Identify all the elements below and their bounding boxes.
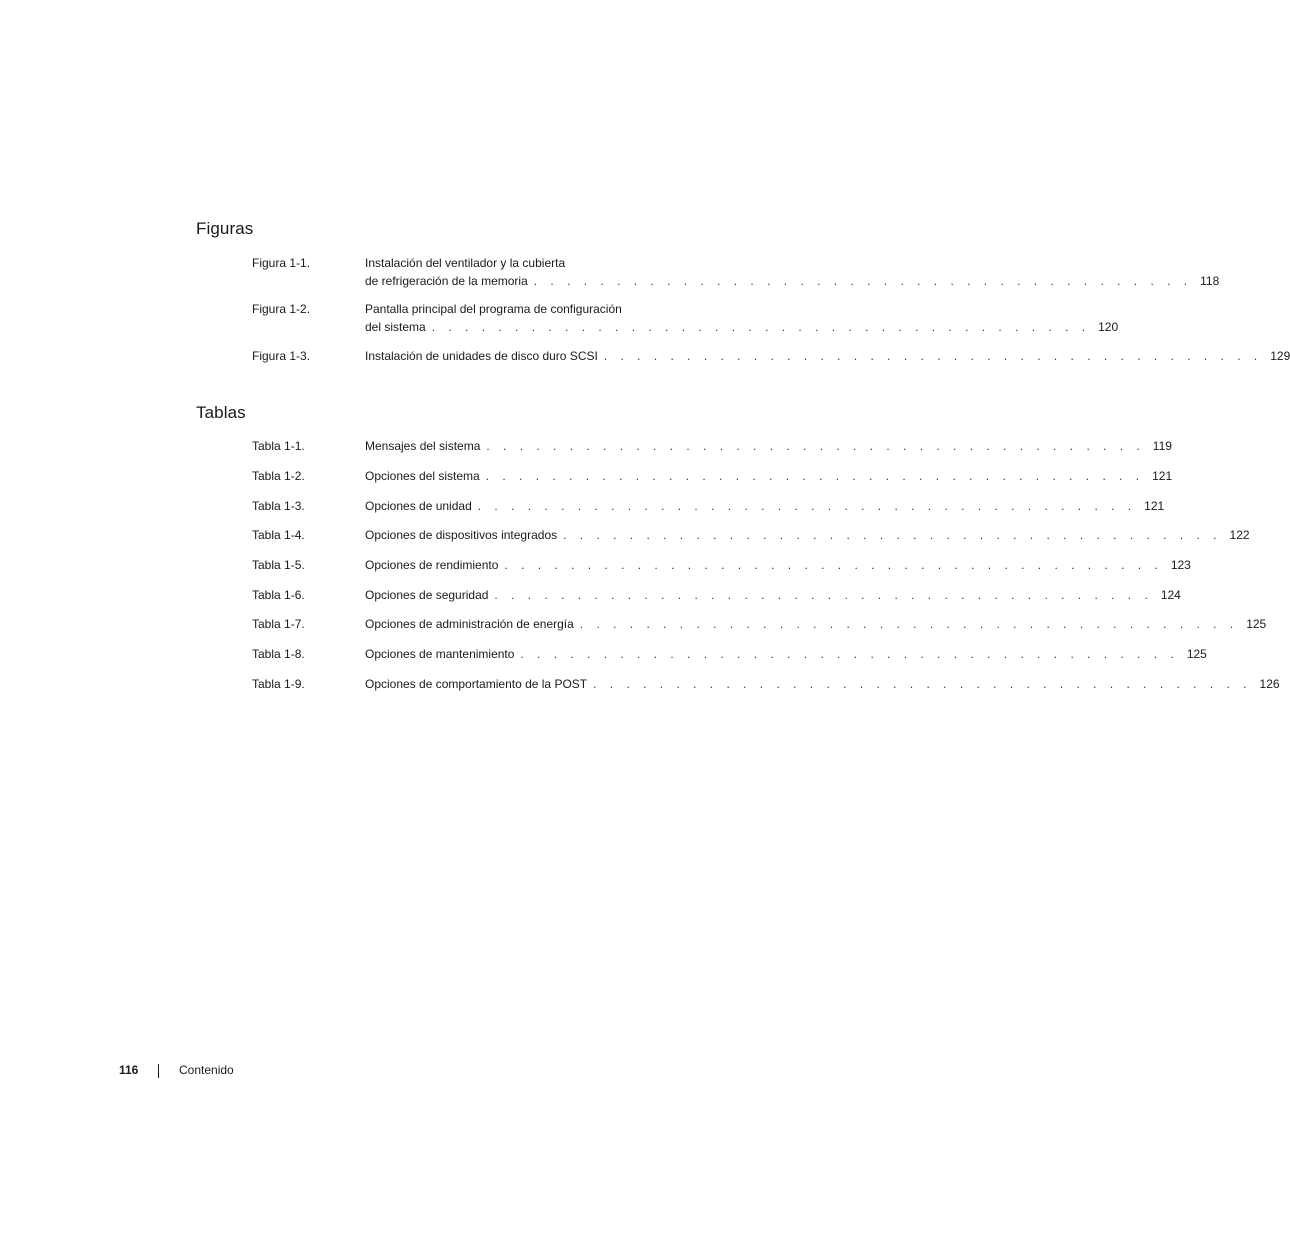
dot-leader: . . . . . . . . . . . . . . . . . . . . . . . . . . . . . . . . . . . . . . . . [593, 677, 1252, 691]
figure-page-number: 118 [1200, 274, 1220, 288]
table-page-number: 126 [1259, 677, 1280, 691]
figure-title-line1: Instalación del ventilador y la cubierta [365, 256, 566, 270]
figure-label: Figura 1-2. [252, 302, 311, 316]
table-label: Tabla 1-3. [252, 499, 305, 513]
dot-leader: . . . . . . . . . . . . . . . . . . . . . . . . . . . . . . . . . . . . . . . . [520, 647, 1179, 661]
dot-leader: . . . . . . . . . . . . . . . . . . . . . . . . . . . . . . . . . . . . . . . . [579, 617, 1239, 631]
footer-separator [158, 1064, 159, 1078]
dot-leader: . . . . . . . . . . . . . . . . . . . . . . . . . . . . . . . . . . . . . . . . [603, 349, 1263, 363]
tables-heading: Tablas [196, 403, 246, 422]
dot-leader: . . . . . . . . . . . . . . . . . . . . . . . . . . . . . . . . . . . . . . . . [485, 469, 1145, 483]
table-page-number: 119 [1152, 439, 1172, 453]
table-page-number: 121 [1152, 469, 1173, 483]
table-label: Tabla 1-8. [252, 647, 305, 661]
table-label: Tabla 1-5. [252, 558, 305, 572]
table-title: Opciones de seguridad [365, 588, 489, 602]
page-number: 116 [119, 1063, 139, 1077]
figure-label: Figura 1-1. [252, 256, 311, 270]
table-label: Tabla 1-9. [252, 677, 305, 691]
table-page-number: 121 [1144, 499, 1165, 513]
dot-leader: . . . . . . . . . . . . . . . . . . . . . . . . . . . . . . . . . . . . . . . . [477, 499, 1137, 513]
dot-leader: . . . . . . . . . . . . . . . . . . . . . . . . . . . . . . . . . . . . . . . . [431, 320, 1091, 334]
dot-leader: . . . . . . . . . . . . . . . . . . . . . . . . . . . . . . . . . . . . . . . . [494, 588, 1153, 602]
figure-page-number: 129 [1270, 349, 1290, 363]
table-title: Opciones del sistema [365, 469, 480, 483]
footer-section-name: Contenido [179, 1063, 234, 1077]
table-title: Opciones de unidad [365, 499, 472, 513]
table-title: Opciones de mantenimiento [365, 647, 515, 661]
table-title: Opciones de administración de energía [365, 617, 574, 631]
table-label: Tabla 1-2. [252, 469, 305, 483]
table-title: Mensajes del sistema [365, 439, 481, 453]
figure-title-line2: de refrigeración de la memoria [365, 274, 528, 288]
figures-heading: Figuras [196, 219, 254, 238]
table-page-number: 122 [1229, 528, 1250, 542]
table-label: Tabla 1-7. [252, 617, 305, 631]
table-title: Opciones de comportamiento de la POST [365, 677, 588, 691]
table-label: Tabla 1-6. [252, 588, 305, 602]
figure-label: Figura 1-3. [252, 349, 311, 363]
table-page-number: 123 [1170, 558, 1191, 572]
figure-title-line1: Pantalla principal del programa de configuración [365, 302, 622, 316]
figure-title: Instalación de unidades de disco duro SCSI [365, 349, 598, 363]
dot-leader: . . . . . . . . . . . . . . . . . . . . . . . . . . . . . . . . . . . . . . . . [533, 274, 1193, 288]
table-page-number: 125 [1186, 647, 1207, 661]
table-title: Opciones de dispositivos integrados [365, 528, 558, 542]
table-page-number: 124 [1160, 588, 1181, 602]
dot-leader: . . . . . . . . . . . . . . . . . . . . . . . . . . . . . . . . . . . . . . . . [504, 558, 1163, 572]
dot-leader: . . . . . . . . . . . . . . . . . . . . . . . . . . . . . . . . . . . . . . . . [486, 439, 1145, 453]
table-title: Opciones de rendimiento [365, 558, 499, 572]
table-page-number: 125 [1246, 617, 1267, 631]
figure-page-number: 120 [1098, 320, 1119, 334]
dot-leader: . . . . . . . . . . . . . . . . . . . . . . . . . . . . . . . . . . . . . . . . [563, 528, 1222, 542]
figure-title-line2: del sistema [365, 320, 426, 334]
table-label: Tabla 1-4. [252, 528, 305, 542]
table-label: Tabla 1-1. [252, 439, 305, 453]
